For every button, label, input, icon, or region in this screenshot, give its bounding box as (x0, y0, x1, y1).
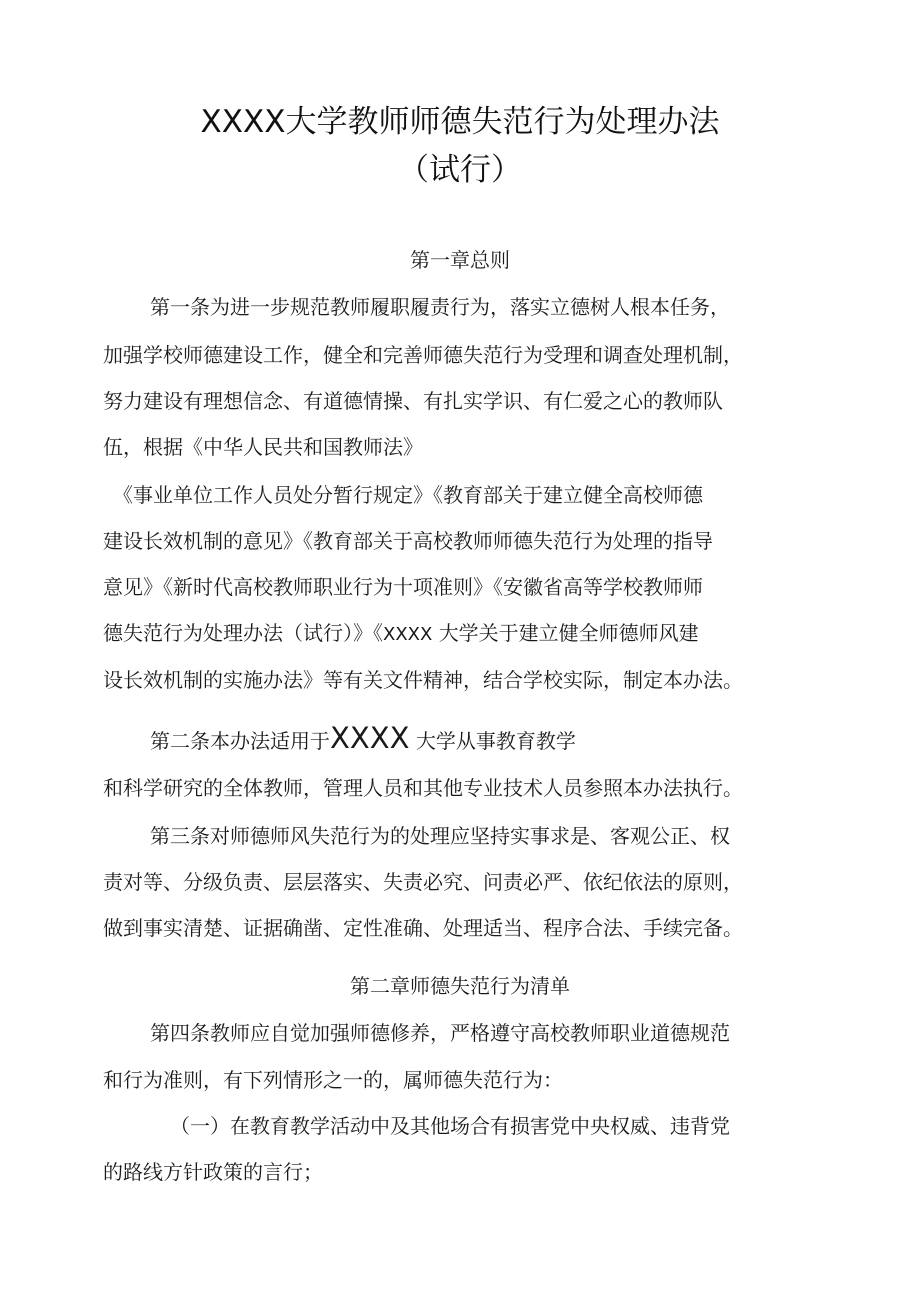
article-2-prefix: 第二条本办法适用于 (150, 729, 330, 753)
article-1-line-9: 设长效机制的实施办法》等有关文件精神，结合学校实际，制定本办法。 (103, 668, 743, 692)
article-1-inline-code: XXXX (383, 624, 433, 645)
article-1-line-2: 加强学校师德建设工作，健全和完善师德失范行为受理和调查处理机制， (103, 343, 743, 367)
article-3-line-3: 做到事实清楚、证据确凿、定性准确、处理适当、程序合法、手续完备。 (103, 916, 743, 940)
article-1-line-3: 努力建设有理想信念、有道德情操、有扎实学识、有仁爱之心的教师队 (103, 389, 723, 413)
chapter-2-heading: 第二章师德失范行为清单 (350, 974, 570, 998)
article-2-suffix: 大学从事教育教学 (415, 729, 576, 753)
article-2-line-2: 和科学研究的全体教师，管理人员和其他专业技术人员参照本办法执行。 (103, 776, 743, 800)
article-1-line-5: 《事业单位工作人员处分暂行规定》《教育部关于建立健全高校师德 (113, 483, 703, 507)
article-1-line-7: 意见》《新时代高校教师职业行为十项准则》《安徽省高等学校教师师 (103, 575, 703, 599)
item-1-line-2: 的路线方针政策的言行； (103, 1160, 323, 1184)
article-1-line-8-text: 德失范行为处理办法（试行）》《 (103, 621, 383, 645)
article-1-line-6: 建设长效机制的意见》《教育部关于高校教师师德失范行为处理的指导 (103, 529, 713, 553)
article-2-inline-code: XXXX (330, 721, 410, 755)
chapter-1-heading: 第一章总则 (410, 248, 510, 272)
article-1-line-8-tail: 大学关于建立健全师德师风建 (438, 621, 699, 645)
article-2-line-1 (150, 721, 830, 755)
article-1-line-4: 伍，根据《中华人民共和国教师法》 (103, 435, 423, 459)
article-3-line-2: 责对等、分级负责、层层落实、失责必究、问责必严、依纪依法的原则， (103, 870, 743, 894)
article-1-line-8 (103, 617, 823, 646)
document-title: XXXX大学教师师德失范行为处理办法 (200, 104, 720, 140)
article-1-line-1: 第一条为进一步规范教师履职履责行为，落实立德树人根本任务， (150, 295, 730, 319)
item-1-line-1: （一）在教育教学活动中及其他场合有损害党中央权威、违背党 (170, 1114, 730, 1138)
article-4-line-2: 和行为准则，有下列情形之一的，属师德失范行为： (103, 1068, 563, 1092)
article-3-line-1: 第三条对师德师风失范行为的处理应坚持实事求是、客观公正、权 (150, 824, 730, 848)
document-subtitle: （试行） (398, 152, 522, 188)
article-4-line-1: 第四条教师应自觉加强师德修养，严格遵守高校教师职业道德规范 (150, 1021, 730, 1045)
